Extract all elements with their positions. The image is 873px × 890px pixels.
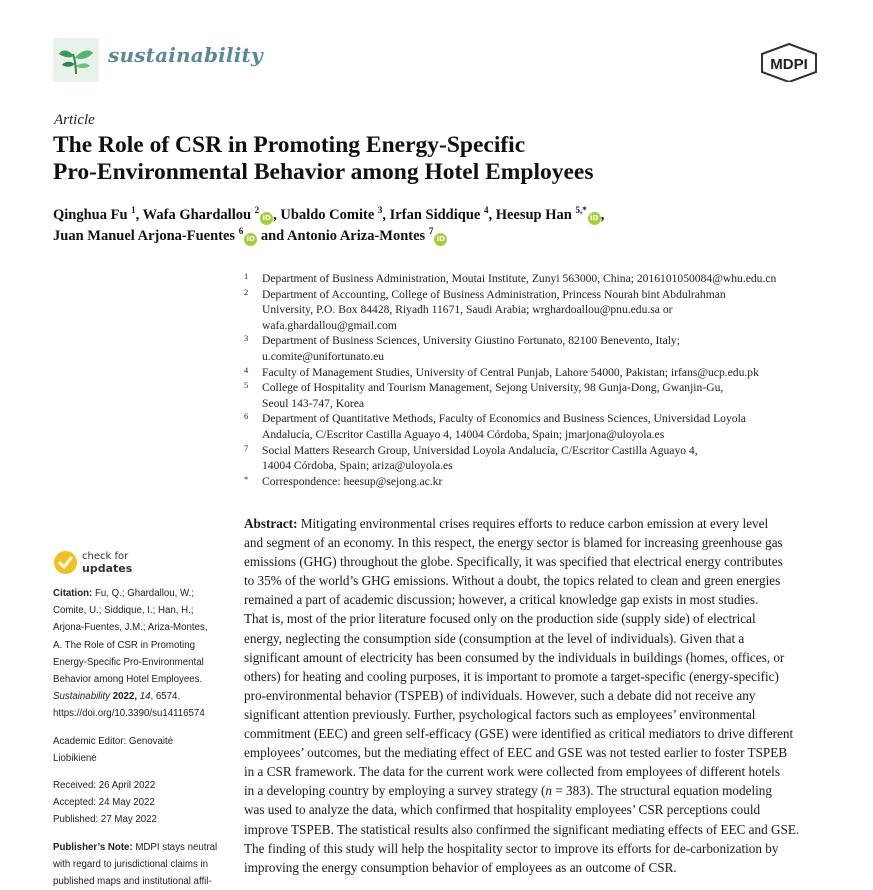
author-affiliation-number: 4 (483, 205, 489, 216)
abstract-line: remained a part of academic discussion; however, a critical knowledge gap exists in most studies. (244, 592, 759, 608)
title-line: The Role of CSR in Promoting Energy-Specific (53, 132, 526, 158)
citation-source (53, 688, 233, 705)
affiliation-line: Faculty of Management Studies, University of Central Punjab, Lahore 54000, Pakistan; irfans@ucp.edu.pk (262, 365, 759, 379)
orcid-icon[interactable]: iD (434, 233, 447, 246)
author-name[interactable]: Heesup Han (495, 207, 572, 223)
check-updates-label[interactable]: check for (82, 551, 129, 562)
editor-line: Academic Editor: Genovaitė (53, 735, 174, 747)
affiliation-item (244, 443, 834, 474)
abstract-line: in a developing country by employing a survey strategy (n = 383). The structural equation modeling (244, 783, 772, 799)
citation-journal: Sustainability (53, 691, 111, 703)
journal-name: sustainability (108, 43, 263, 67)
affiliation-item (244, 411, 834, 442)
accepted-date: Accepted: 24 May 2022 (53, 797, 155, 809)
affiliation-line: Andalucía, C/Escritor Castilla Aguayo 4, 14004 Córdoba, Spain; jmarjona@uloyola.es (262, 427, 665, 441)
title-line: Pro-Environmental Behavior among Hotel Employees (53, 159, 594, 185)
affiliation-number: 4 (244, 364, 249, 375)
abstract-line: was used to analyze the data, which confirmed that hospitality employees’ CSR perceptions could (244, 802, 761, 818)
abstract-line: others) for heating and cooling purposes, it is important to promote a target-specific (energy-specific) (244, 668, 779, 684)
orcid-icon[interactable]: iD (588, 212, 601, 225)
author-affiliation-number: 7 (428, 226, 434, 237)
abstract-line: commitment (EEC) and green self-efficacy (GSE) were identified as critical mediators to drive different (244, 726, 794, 742)
citation-line: Energy-Specific Pro-Environmental (53, 656, 204, 668)
citation-year: 2022, (110, 691, 140, 703)
citation-line: Behavior among Hotel Employees. (53, 674, 203, 686)
affiliation-number: 1 (244, 271, 249, 281)
affiliation-line: u.comite@unifortunato.eu (262, 349, 385, 363)
affiliation-line: Department of Business Sciences, University Giustino Fortunato, 82100 Benevento, Italy; (262, 334, 680, 348)
affiliation-line: wafa.ghardallou@gmail.com (262, 318, 397, 332)
check-icon (54, 551, 77, 574)
publisher-note-line: published maps and institutional affil- (53, 876, 212, 888)
abstract-line: pro-environmental behavior (TSPEB) of individuals. However, such a debate did not receive any (244, 687, 756, 703)
citation-pages: , 6574. (150, 691, 181, 703)
publisher-note-line: with regard to jurisdictional claims in (53, 858, 209, 870)
journal-logo (53, 38, 99, 82)
affiliation-line: College of Hospitality and Tourism Management, Sejong University, 98 Gunja-Dong, Gwanjin-Gu, (262, 381, 724, 395)
author-name[interactable]: Qinghua Fu (53, 207, 128, 223)
affiliation-number: 6 (244, 411, 249, 422)
affiliation-number: 2 (244, 286, 249, 297)
abstract-line: employees’ outcomes, but the mediating effect of EEC and GSE was not tested earlier to foster TSPEB (244, 745, 788, 761)
check-for-updates-button[interactable] (54, 551, 77, 574)
affiliation-line: Correspondence: heesup@sejong.ac.kr (262, 474, 443, 488)
author-affiliation-number: 1 (131, 205, 136, 216)
author-separator: , (600, 207, 605, 223)
author-affiliation-number: 5,* (575, 205, 587, 216)
affiliation-number: 5 (244, 380, 249, 391)
abstract-line: and segment of an economy. In this respect, the energy sector is blamed for increasing greenhouse gas (244, 535, 783, 551)
abstract-line: energy, neglecting the consumption side (consumption at the level of individuals). Given that a (244, 630, 745, 646)
author-list (53, 205, 833, 247)
abstract (244, 514, 826, 877)
author-name[interactable]: Irfan Siddique (389, 207, 481, 223)
affiliation-line: 14004 Córdoba, Spain; ariza@uloyola.es (262, 459, 453, 473)
author-separator: , (273, 207, 281, 223)
publisher-note-line: MDPI stays neutral (132, 841, 218, 853)
abstract-line: significant attention previously. Further, psychological factors such as employees’ environmental (244, 706, 756, 722)
orcid-icon[interactable]: iD (244, 233, 257, 246)
affiliation-number: 3 (244, 333, 249, 344)
author-name[interactable]: Ubaldo Comite (280, 207, 375, 223)
abstract-line: in a CSR framework. The data for the current work were collected from employees of different hotels (244, 764, 780, 780)
mdpi-logo (758, 42, 820, 82)
authors-line (53, 226, 833, 247)
author-separator: and (257, 228, 288, 244)
citation-label: Citation: (53, 588, 93, 599)
affiliations (244, 271, 834, 489)
affiliation-number: * (244, 473, 249, 484)
received-date: Received: 26 April 2022 (53, 780, 156, 792)
author-separator: , (382, 207, 390, 223)
orcid-icon[interactable]: iD (260, 212, 273, 225)
affiliation-item (244, 287, 834, 334)
affiliation-line: Department of Quantitative Methods, Faculty of Economics and Business Sciences, Universidad Loyola (262, 412, 746, 426)
article-title (53, 132, 833, 186)
authors-line (53, 205, 833, 226)
affiliation-item (244, 365, 834, 381)
sidebar-info (53, 585, 233, 890)
abstract-line: significant amount of electricity has been consumed by the individuals in buildings (homes, offices, or (244, 649, 785, 665)
abstract-line: emissions (GHG) throughout the globe. Specifically, it was specified that electrical energy contributes (244, 554, 783, 570)
author-affiliation-number: 3 (377, 205, 383, 216)
editor-line: Liobikienė (53, 752, 97, 764)
affiliation-line: Department of Accounting, College of Business Administration, Princess Nourah bint Abdulrahman (262, 287, 726, 301)
abstract-line: improving the energy consumption behavior of employees as an outcome of CSR. (244, 859, 677, 875)
author-affiliation-number: 6 (238, 226, 244, 237)
publisher-note-label: Publisher’s Note: (53, 841, 133, 853)
author-separator: , (488, 207, 496, 223)
affiliation-line: University, P.O. Box 84428, Riyadh 11671, Saudi Arabia; wrghardoallou@pnu.edu.sa or (262, 303, 673, 317)
affiliation-item (244, 474, 834, 490)
abstract-line: Mitigating environmental crises requires efforts to reduce carbon emission at every level (297, 516, 769, 531)
affiliation-line: Department of Business Administration, Moutai Institute, Zunyi 563000, China; 2016101050084@whu.edu.cn (262, 272, 777, 285)
publisher-logo-text: MDPI (770, 56, 808, 73)
author-name[interactable]: Juan Manuel Arjona-Fuentes (53, 228, 236, 244)
citation-line: Fu, Q.; Ghardallou, W.; (92, 588, 195, 599)
author-name[interactable]: Wafa Ghardallou (142, 207, 252, 223)
article-type: Article (54, 112, 95, 128)
affiliation-item (244, 271, 834, 287)
author-separator: , (135, 207, 143, 223)
abstract-line: to 35% of the world’s GHG emissions. Without a doubt, the topics related to clean and green energies (244, 573, 781, 589)
citation-line: A. The Role of CSR in Promoting (53, 639, 195, 651)
check-updates-label-bold[interactable]: updates (82, 562, 133, 575)
affiliation-item (244, 380, 834, 411)
abstract-line: The finding of this study will help the hospitality sector to improve its efforts for de-carbonization by (244, 840, 779, 856)
leaf-icon (53, 38, 99, 82)
author-name[interactable]: Antonio Ariza-Montes (287, 228, 426, 244)
abstract-line: That is, most of the prior literature focused only on the production side (supply side) of electrical (244, 611, 756, 627)
affiliation-item (244, 333, 834, 364)
affiliation-line: Social Matters Research Group, Universidad Loyola Andalucía, C/Escritor Castilla Aguayo 4, (262, 443, 698, 457)
abstract-label: Abstract: (244, 516, 298, 531)
author-affiliation-number: 2 (254, 205, 260, 216)
citation-line: Arjona-Fuentes, J.M.; Ariza-Montes, (53, 622, 208, 634)
citation-line: Comite, U.; Siddique, I.; Han, H.; (53, 605, 194, 617)
doi-link[interactable]: https://doi.org/10.3390/su14116574 (53, 708, 205, 720)
citation-volume: 14 (139, 691, 151, 703)
affiliation-line: Seoul 143-747, Korea (262, 396, 365, 410)
abstract-line: improve TSPEB. The statistical results also confirmed the significant mediating effects of EEC and GSE. (244, 821, 800, 837)
published-date: Published: 27 May 2022 (53, 814, 157, 826)
affiliation-number: 7 (244, 442, 249, 453)
